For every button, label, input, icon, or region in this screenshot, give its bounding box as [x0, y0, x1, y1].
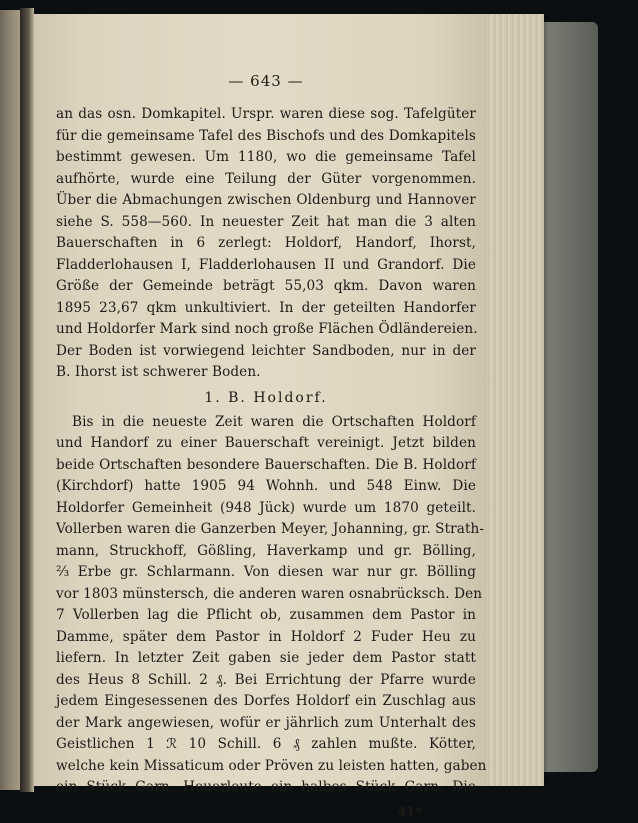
text-line: welche kein Missaticum oder Pröven zu leisten hatten, gaben [56, 757, 487, 774]
text-line: liefern. In letzter Zeit gaben sie jeder dem Pastor statt [56, 650, 476, 666]
text-line: Größe der Gemeinde beträgt 55,03 qkm. Davon waren [56, 278, 476, 294]
text-line: (Kirchdorf) hatte 1905 94 Wohnh. und 548 Einw. Die [56, 478, 476, 494]
paragraph-holdorf [56, 412, 487, 799]
text-line: Über die Abmachungen zwischen Oldenburg und Hannover [56, 192, 476, 208]
text-block [56, 70, 487, 823]
text-line: an das osn. Domkapitel. Urspr. waren diese sog. Tafelgüter [56, 106, 476, 122]
text-line: Holdorfer Gemeinheit (948 Jück) wurde um 1870 geteilt. [56, 499, 476, 516]
text-line: des Heus 8 Schill. 2 ₰. Bei Errichtung der Pfarre wurde [56, 671, 476, 688]
text-line: vor 1803 münstersch, die anderen waren osnabrücksch. Den [56, 585, 483, 602]
text-line: und Handorf zu einer Bauerschaft vereinigt. Jetzt bilden [56, 435, 476, 451]
text-line: der Mark angewiesen, wofür er jährlich zum Unterhalt des [56, 714, 476, 731]
text-line: B. Ihorst ist schwerer Boden. [56, 364, 261, 380]
text-line: Damme, später dem Pastor in Holdorf 2 Fuder Heu zu [56, 628, 476, 645]
text-line: und Holdorfer Mark sind noch große Flächen Ödländereien. [56, 321, 478, 337]
left-page-edge [0, 10, 20, 790]
text-line: bestimmt gewesen. Um 1180, wo die gemeinsame Tafel [56, 149, 476, 165]
signature-mark: 41* [397, 804, 422, 820]
text-line: siehe S. 558—560. In neuester Zeit hat man die 3 alten [56, 213, 476, 230]
book-page [32, 14, 544, 820]
page-edges [487, 14, 544, 786]
text-line: Vollerben waren die Ganzerben Meyer, Johanning, gr. Strath- [56, 521, 485, 537]
text-line: beide Ortschaften besondere Bauerschaften. Die B. Holdorf [56, 456, 476, 473]
paragraph-intro [56, 104, 476, 384]
text-line: 1895 23,67 qkm unkultiviert. In der geteilten Handorfer [56, 299, 476, 316]
text-line: ein Stück Garn, Heuerleute ein halbes Stück Garn. Die [56, 779, 476, 795]
text-line: Geistlichen 1 ℛ 10 Schill. 6 ₰ zahlen mußte. Kötter, [56, 736, 476, 752]
text-line: aufhörte, wurde eine Teilung der Güter vorgenommen. [56, 170, 476, 187]
text-line: 7 Vollerben lag die Pflicht ob, zusammen dem Pastor in [56, 607, 476, 623]
text-line: Bauerschaften in 6 zerlegt: Holdorf, Handorf, Ihorst, [56, 235, 476, 251]
text-line: für die gemeinsame Tafel des Bischofs und des Domkapitels [56, 127, 476, 144]
text-line: Der Boden ist vorwiegend leichter Sandboden, nur in der [56, 342, 476, 359]
text-line: Fladderlohausen I, Fladderlohausen II und Grandorf. Die [56, 256, 476, 273]
page-number-header: — 643 — [228, 72, 304, 90]
text-line: mann, Struckhoff, Gößling, Haverkamp und gr. Bölling, [56, 542, 476, 559]
text-line: jedem Eingesessenen des Dorfes Holdorf ein Zuschlag aus [56, 693, 476, 709]
text-line: ⅔ Erbe gr. Schlarmann. Von diesen war nur gr. Bölling [56, 564, 476, 580]
book-gutter [20, 8, 34, 792]
section-title: 1. B. Holdorf. [204, 389, 328, 406]
text-line: Bis in die neueste Zeit waren die Ortschaften Holdorf [72, 413, 476, 430]
